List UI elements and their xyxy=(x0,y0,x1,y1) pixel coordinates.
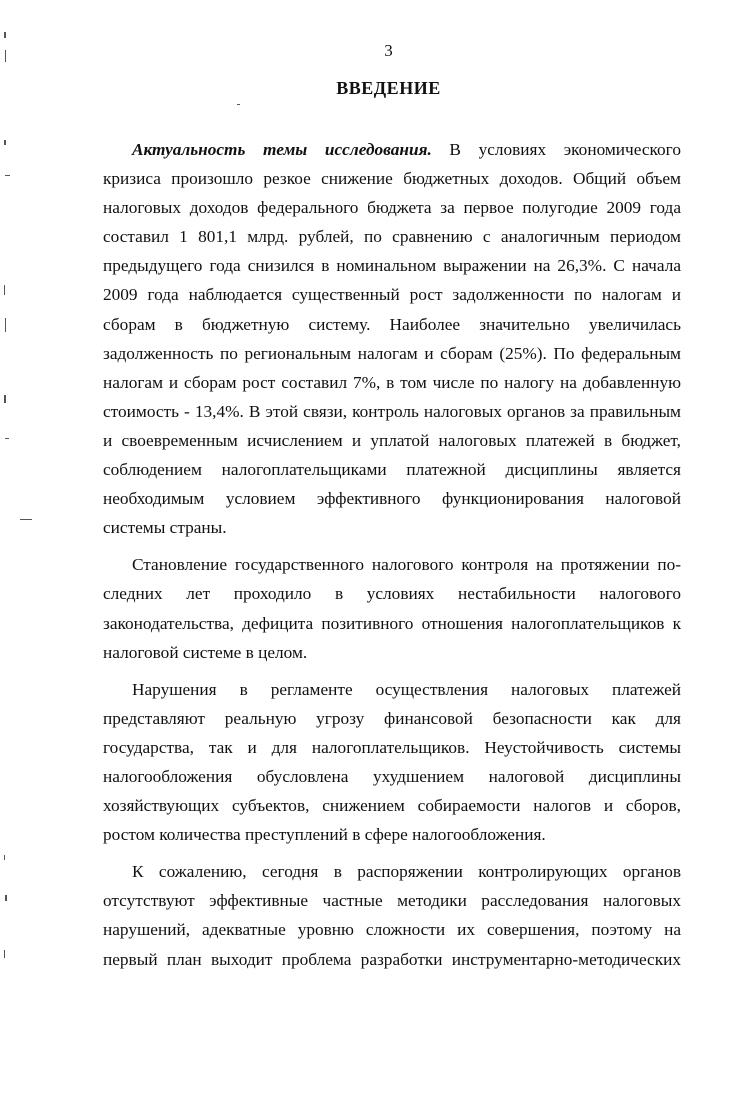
scan-mark xyxy=(4,140,6,145)
scan-mark xyxy=(5,175,10,176)
paragraph-line: стоимость - 13,4%. В этой связи, контроль налоговых органов за правильным xyxy=(103,401,681,421)
paragraph-line: задолженность по региональным налогам и сборам (25%). По федеральным xyxy=(103,343,681,363)
scan-mark xyxy=(5,438,9,439)
paragraph-line: представляют реальную угрозу финансовой безопасности как для xyxy=(103,708,681,728)
paragraph-line: Становление государственного налогового контроля на протяжении по- xyxy=(132,555,681,575)
paragraph-line: следних лет проходило в условиях нестабильности налогового xyxy=(103,584,681,604)
paragraph-line: отсутствуют эффективные частные методики расследования налоговых xyxy=(103,891,681,911)
paragraph-gap xyxy=(103,542,681,550)
body-text xyxy=(103,135,681,974)
section-heading: ВВЕДЕНИЕ xyxy=(336,78,441,98)
paragraph-line: налогообложения обусловлена ухудшением налоговой дисциплины xyxy=(103,766,681,786)
scan-mark xyxy=(4,32,6,38)
paragraph-line: кризиса произошло резкое снижение бюджетных доходов. Общий объем xyxy=(103,169,681,189)
scan-mark xyxy=(4,855,5,860)
paragraph-line: нарушений, адекватные уровню сложности их совершения, поэтому на xyxy=(103,920,681,940)
paragraph-line: хозяйствующих субъектов, снижением собираемости налогов и сборов, xyxy=(103,796,681,816)
paragraph-line: 2009 года наблюдается существенный рост задолженности по налогам и xyxy=(103,285,681,305)
paragraph-line: составил 1 801,1 млрд. рублей, по сравнению с аналогичным периодом xyxy=(103,227,681,247)
lead-phrase: Актуальность темы исследования. xyxy=(132,140,432,159)
paragraph-line: законодательства, дефицита позитивного отношения налогоплательщиков к xyxy=(103,613,681,633)
paragraph-line: налоговых доходов федерального бюджета за первое полугодие 2009 года xyxy=(103,198,681,218)
paragraph-line: Нарушения в регламенте осуществления налоговых платежей xyxy=(132,679,681,699)
page-number: 3 xyxy=(384,41,393,60)
paragraph-line: налоговой системе в целом. xyxy=(103,642,308,662)
paragraph-line: соблюдением налогоплательщиками платежной дисциплины является xyxy=(103,460,681,480)
scan-mark xyxy=(20,519,32,520)
paragraph-gap xyxy=(103,667,681,675)
scan-mark xyxy=(237,104,240,105)
paragraph-line: Актуальность темы исследования. В условиях экономического xyxy=(132,140,681,159)
scan-mark xyxy=(4,950,5,958)
paragraph-line: ростом количества преступлений в сфере налогообложения. xyxy=(103,825,546,845)
scan-mark xyxy=(5,895,7,901)
paragraph-line: первый план выходит проблема разработки инструментарно-методических xyxy=(103,949,681,969)
scan-mark xyxy=(5,318,6,332)
scan-mark xyxy=(4,395,6,403)
paragraph-line: и своевременным исчислением и уплатой налоговых платежей в бюджет, xyxy=(103,430,681,450)
scan-mark xyxy=(5,50,6,62)
paragraph-line: необходимым условием эффективного функционирования налоговой xyxy=(103,489,681,509)
paragraph-line: сборам в бюджетную систему. Наиболее значительно увеличилась xyxy=(103,314,681,334)
paragraph-line: налогам и сборам рост составил 7%, в том числе по налогу на добавленную xyxy=(103,372,681,392)
paragraph-line: системы страны. xyxy=(103,518,227,538)
paragraph-line: государства, так и для налогоплательщиков. Неустойчивость системы xyxy=(103,737,681,757)
paragraph-line: предыдущего года снизился в номинальном выражении на 26,3%. С начала xyxy=(103,256,681,276)
paragraph-line: К сожалению, сегодня в распоряжении контролирующих органов xyxy=(132,862,681,882)
scan-mark xyxy=(4,285,5,295)
paragraph-gap xyxy=(103,849,681,857)
